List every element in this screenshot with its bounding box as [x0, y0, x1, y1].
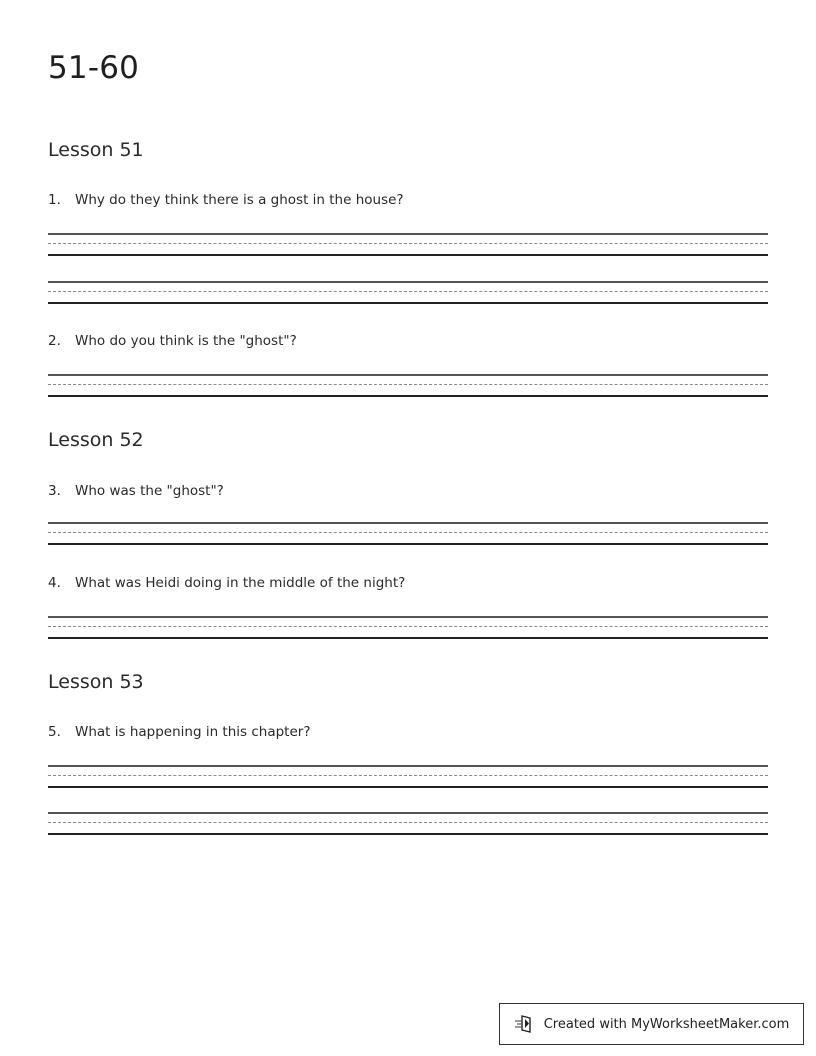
- question-text: Why do they think there is a ghost in the house?: [75, 192, 404, 208]
- worksheet-maker-logo-icon: [514, 1014, 536, 1034]
- question-item: [48, 724, 311, 740]
- question-item: [48, 483, 224, 499]
- question-item: [48, 192, 404, 208]
- answer-lines[interactable]: [48, 522, 768, 544]
- question-text: Who was the "ghost"?: [75, 483, 224, 499]
- question-number: 4.: [48, 575, 61, 591]
- question-item: [48, 333, 297, 349]
- footer-text: Created with MyWorksheetMaker.com: [543, 1016, 790, 1032]
- question-number: 5.: [48, 724, 61, 740]
- created-with-badge[interactable]: [499, 1003, 804, 1045]
- question-number: 2.: [48, 333, 61, 349]
- answer-lines[interactable]: [48, 616, 768, 638]
- question-number: 1.: [48, 192, 61, 208]
- answer-lines[interactable]: [48, 233, 768, 255]
- question-text: What was Heidi doing in the middle of the night?: [75, 575, 406, 591]
- answer-lines[interactable]: [48, 281, 768, 303]
- answer-lines[interactable]: [48, 765, 768, 787]
- question-text: What is happening in this chapter?: [75, 724, 311, 740]
- answer-lines[interactable]: [48, 374, 768, 396]
- question-text: Who do you think is the "ghost"?: [75, 333, 297, 349]
- lesson-heading: Lesson 51: [48, 139, 144, 161]
- page-title: 51-60: [48, 50, 140, 86]
- question-number: 3.: [48, 483, 61, 499]
- question-item: [48, 575, 405, 591]
- lesson-heading: Lesson 53: [48, 671, 144, 693]
- answer-lines[interactable]: [48, 812, 768, 834]
- lesson-heading: Lesson 52: [48, 429, 144, 451]
